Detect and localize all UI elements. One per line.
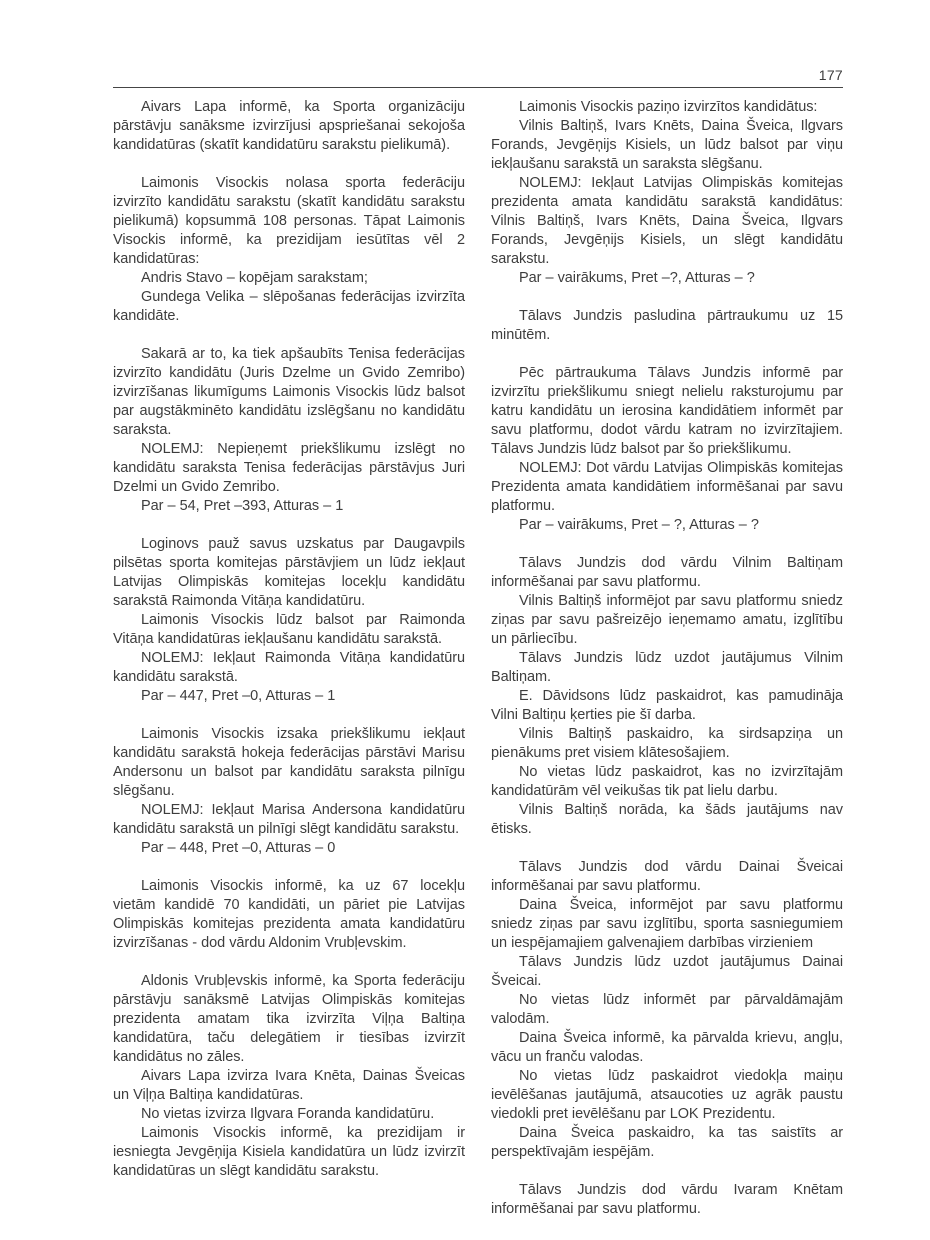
paragraph: Laimonis Visockis paziņo izvirzītos kandidātus: xyxy=(519,99,818,115)
paragraph: Par – 54, Pret –393, Atturas – 1 xyxy=(141,498,344,514)
paragraph: Vilnis Baltiņš informējot par savu platformu sniedz ziņas par savu pašreizējo ieņemamo amatu, izglītību un pārliecību. xyxy=(491,593,843,647)
paragraph: Pēc pārtraukuma Tālavs Jundzis informē par izvirzītu priekšlikumu sniegt nelielu raksturojumu par katru kandidātu un ierosina kandidātiem informēt par savu platformu, dodot vārdu katram no izvirzītajiem. Tālavs Jundzis lūdz balsot par šo priekšlikumu. xyxy=(491,365,843,457)
paragraph: Laimonis Visockis nolasa sporta federāciju izvirzīto kandidātu sarakstu (skatīt kandidātu sarakstu pielikumā) kopsummā 108 personas. Tāpat Laimonis Visockis informē, ka prezidijam iesūtītas vēl 2 kandidatūras: xyxy=(113,175,465,267)
paragraph: Tālavs Jundzis dod vārdu Vilnim Baltiņam informēšanai par savu platformu. xyxy=(491,555,843,590)
paragraph: Daina Šveica informē, ka pārvalda krievu, angļu, vācu un franču valodas. xyxy=(491,1030,843,1065)
column-left xyxy=(113,98,465,1219)
paragraph: No vietas lūdz paskaidrot, kas no izvirzītajām kandidatūrām vēl veikušas tik pat lielu darbu. xyxy=(491,764,843,799)
paragraph: Laimonis Visockis izsaka priekšlikumu iekļaut kandidātu sarakstā hokeja federācijas pārstāvi Marisu Andersonu un balsot par kandidātu saraksta pilnīgu slēgšanu. xyxy=(113,726,465,799)
paragraph: Aivars Lapa informē, ka Sporta organizāciju pārstāvju sanāksme izvirzījusi apspriešanai sekojoša kandidatūras (skatīt kandidatūru sarakstu pielikumā). xyxy=(113,99,465,153)
paragraph: E. Dāvidsons lūdz paskaidrot, kas pamudināja Vilni Baltiņu ķerties pie šī darba. xyxy=(491,688,843,723)
paragraph: NOLEMJ: Iekļaut Raimonda Vitāņa kandidatūru kandidātu sarakstā. xyxy=(113,650,465,685)
document-page xyxy=(113,0,843,1219)
paragraph: Aivars Lapa izvirza Ivara Knēta, Dainas Šveicas un Viļņa Baltiņa kandidatūras. xyxy=(113,1068,465,1103)
column-right xyxy=(491,98,843,1219)
paragraph: Par – vairākums, Pret –?, Atturas – ? xyxy=(519,270,755,286)
paragraph: Laimonis Visockis lūdz balsot par Raimonda Vitāņa kandidatūras iekļaušanu kandidātu sarakstā. xyxy=(113,612,465,647)
paragraph: Daina Šveica, informējot par savu platformu sniedz ziņas par savu izglītību, sporta sasniegumiem un iespējamajiem galvenajiem darbības virzieniem xyxy=(491,897,843,951)
paragraph: No vietas lūdz paskaidrot viedokļa maiņu ievēlēšanas jautājumā, atsaucoties uz agrāk paustu viedokli pret ievēlēšanu par LOK Prezidentu. xyxy=(491,1068,843,1122)
paragraph: Tālavs Jundzis pasludina pārtraukumu uz 15 minūtēm. xyxy=(491,308,843,343)
paragraph: NOLEMJ: Dot vārdu Latvijas Olimpiskās komitejas Prezidenta amata kandidātiem informēšanai par savu platformu. xyxy=(491,460,843,514)
paragraph: Vilnis Baltiņš paskaidro, ka sirdsapziņa un pienākums pret visiem klātesošajiem. xyxy=(491,726,843,761)
paragraph: No vietas lūdz informēt par pārvaldāmajām valodām. xyxy=(491,992,843,1027)
paragraph: Par – vairākums, Pret – ?, Atturas – ? xyxy=(519,517,759,533)
paragraph: Tālavs Jundzis lūdz uzdot jautājumus Dainai Šveicai. xyxy=(491,954,843,989)
paragraph: Tālavs Jundzis lūdz uzdot jautājumus Vilnim Baltiņam. xyxy=(491,650,843,685)
paragraph: Vilnis Baltiņš norāda, ka šāds jautājums nav ētisks. xyxy=(491,802,843,837)
paragraph: NOLEMJ: Nepieņemt priekšlikumu izslēgt no kandidātu saraksta Tenisa federācijas pārstāvjus Juri Dzelmi un Gvido Zemribo. xyxy=(113,441,465,495)
text-columns xyxy=(113,98,843,1219)
paragraph: NOLEMJ: Iekļaut Marisa Andersona kandidatūru kandidātu sarakstā un pilnīgi slēgt kandidātu sarakstu. xyxy=(113,802,465,837)
paragraph: Tālavs Jundzis dod vārdu Dainai Šveicai informēšanai par savu platformu. xyxy=(491,859,843,894)
paragraph: Loginovs pauž savus uzskatus par Daugavpils pilsētas sporta komitejas pārstāvjiem un lūdz iekļaut Latvijas Olimpiskās komitejas locekļu kandidātu sarakstā Raimonda Vitāņa kandidatūru. xyxy=(113,536,465,609)
paragraph: Tālavs Jundzis dod vārdu Ivaram Knētam informēšanai par savu platformu. xyxy=(491,1182,843,1217)
page-number: 177 xyxy=(818,67,843,83)
paragraph: Par – 447, Pret –0, Atturas – 1 xyxy=(141,688,336,704)
paragraph: Aldonis Vrubļevskis informē, ka Sporta federāciju pārstāvju sanāksmē Latvijas Olimpiskās komitejas prezidenta amatam tika izvirzīta Viļņa Baltiņa kandidatūra, taču delegātiem ir tiesības izvirzīt kandidātus no zāles. xyxy=(113,973,465,1065)
paragraph: Laimonis Visockis informē, ka uz 67 locekļu vietām kandidē 70 kandidāti, un pāriet pie Latvijas Olimpiskās komitejas prezidenta amata kandidatūru izvirzīšanas - dod vārdu Aldonim Vrubļevskim. xyxy=(113,878,465,951)
paragraph: Vilnis Baltiņš, Ivars Knēts, Daina Šveica, Ilgvars Forands, Jevgēņijs Kisiels, un lūdz balsot par viņu iekļaušanu sarakstā un saraksta slēgšanu. xyxy=(491,118,843,172)
paragraph: No vietas izvirza Ilgvara Foranda kandidatūru. xyxy=(141,1106,435,1122)
paragraph: Laimonis Visockis informē, ka prezidijam ir iesniegta Jevgēņija Kisiela kandidatūra un lūdz izvirzīt kandidatūras un slēgt kandidātu sarakstu. xyxy=(113,1125,465,1179)
paragraph: NOLEMJ: Iekļaut Latvijas Olimpiskās komitejas prezidenta amata kandidātu sarakstā kandidātus: Vilnis Baltiņš, Ivars Knēts, Daina Šveica, Ilgvars Forands, Jevgēņijs Kisiels, un slēgt kandidātu sarakstu. xyxy=(491,175,843,267)
paragraph: Daina Šveica paskaidro, ka tas saistīts ar perspektīvajām iespējām. xyxy=(491,1125,843,1160)
paragraph: Andris Stavo – kopējam sarakstam; xyxy=(141,270,368,286)
paragraph: Gundega Velika – slēpošanas federācijas izvirzīta kandidāte. xyxy=(113,289,465,324)
header-rule xyxy=(113,87,843,88)
paragraph: Par – 448, Pret –0, Atturas – 0 xyxy=(141,840,336,856)
paragraph: Sakarā ar to, ka tiek apšaubīts Tenisa federācijas izvirzīto kandidātu (Juris Dzelme un Gvido Zemribo) izvirzīšanas likumīgums Laimonis Visockis lūdz balsot par augstākminēto kandidātu izslēgšanu no kandidātu saraksta. xyxy=(113,346,465,438)
